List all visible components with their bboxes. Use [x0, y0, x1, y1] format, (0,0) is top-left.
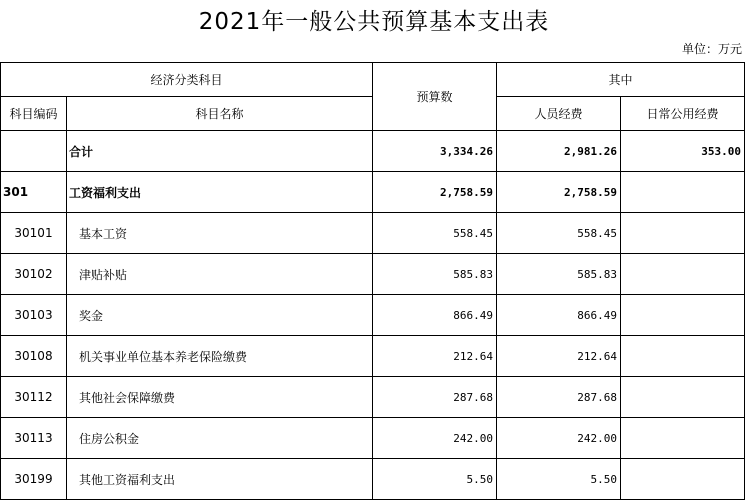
item-budget: 866.49 [373, 295, 497, 336]
item-budget: 287.68 [373, 377, 497, 418]
item-name: 机关事业单位基本养老保险缴费 [67, 336, 373, 377]
total-row [1, 131, 745, 172]
table-row [1, 336, 745, 377]
item-code: 30108 [1, 336, 67, 377]
page-title: 2021年一般公共预算基本支出表 [198, 9, 550, 35]
item-name: 其他工资福利支出 [67, 459, 373, 500]
group-code: 301 [1, 172, 67, 213]
group-budget: 2,758.59 [373, 172, 497, 213]
table-row [1, 295, 745, 336]
total-name: 合计 [67, 131, 373, 172]
item-name: 基本工资 [67, 213, 373, 254]
header-code: 科目编码 [1, 97, 67, 131]
header-among: 其中 [497, 63, 745, 97]
budget-table [0, 62, 745, 500]
item-personnel: 866.49 [497, 295, 621, 336]
item-public [621, 459, 745, 500]
table-row [1, 459, 745, 500]
item-personnel: 212.64 [497, 336, 621, 377]
table-row [1, 213, 745, 254]
item-personnel: 558.45 [497, 213, 621, 254]
item-name: 奖金 [67, 295, 373, 336]
item-code: 30113 [1, 418, 67, 459]
item-personnel: 585.83 [497, 254, 621, 295]
item-public [621, 336, 745, 377]
item-public [621, 254, 745, 295]
header-row-1 [1, 63, 745, 97]
item-name: 住房公积金 [67, 418, 373, 459]
item-code: 30199 [1, 459, 67, 500]
item-budget: 585.83 [373, 254, 497, 295]
group-name: 工资福利支出 [67, 172, 373, 213]
group-personnel: 2,758.59 [497, 172, 621, 213]
table-row [1, 418, 745, 459]
table-row [1, 254, 745, 295]
item-personnel: 5.50 [497, 459, 621, 500]
item-code: 30102 [1, 254, 67, 295]
item-public [621, 295, 745, 336]
group-row [1, 172, 745, 213]
item-public [621, 213, 745, 254]
total-code [1, 131, 67, 172]
total-budget: 3,334.26 [373, 131, 497, 172]
item-code: 30103 [1, 295, 67, 336]
item-code: 30101 [1, 213, 67, 254]
item-budget: 5.50 [373, 459, 497, 500]
group-public [621, 172, 745, 213]
header-budget: 预算数 [373, 63, 497, 131]
item-name: 津贴补贴 [67, 254, 373, 295]
header-name: 科目名称 [67, 97, 373, 131]
item-budget: 212.64 [373, 336, 497, 377]
unit-label: 单位：万元 [681, 42, 742, 56]
total-public: 353.00 [621, 131, 745, 172]
header-personnel: 人员经费 [497, 97, 621, 131]
item-name: 其他社会保障缴费 [67, 377, 373, 418]
table-row [1, 377, 745, 418]
total-personnel: 2,981.26 [497, 131, 621, 172]
item-public [621, 377, 745, 418]
header-public: 日常公用经费 [621, 97, 745, 131]
item-public [621, 418, 745, 459]
item-budget: 242.00 [373, 418, 497, 459]
header-econ-class: 经济分类科目 [1, 63, 373, 97]
item-budget: 558.45 [373, 213, 497, 254]
item-code: 30112 [1, 377, 67, 418]
item-personnel: 242.00 [497, 418, 621, 459]
item-personnel: 287.68 [497, 377, 621, 418]
